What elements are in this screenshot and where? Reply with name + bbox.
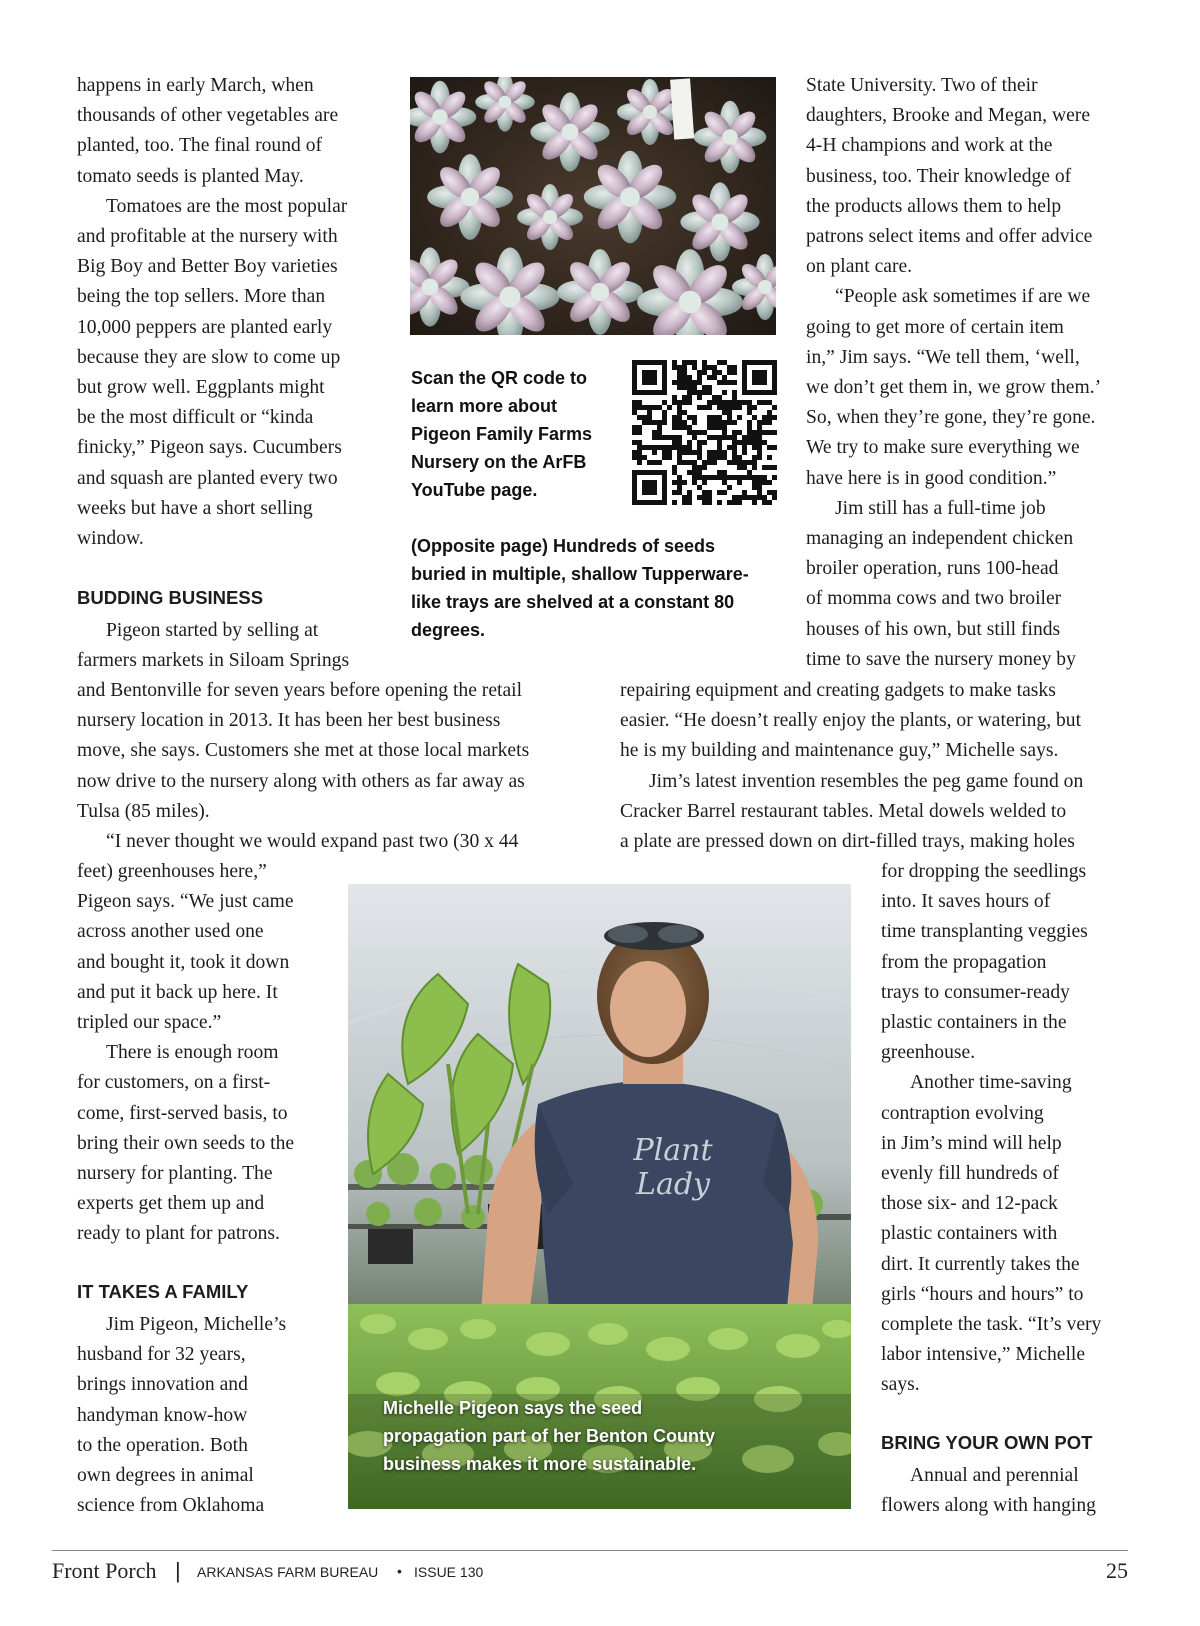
- text-line: ready to plant for patrons.: [77, 1223, 280, 1245]
- publisher-name: ARKANSAS FARM BUREAU: [197, 1564, 379, 1580]
- text-line: managing an independent chicken: [806, 528, 1074, 550]
- text-line: business makes it more sustainable.: [383, 1454, 697, 1474]
- text-line: in,” Jim says. “We tell them, ‘well,: [806, 346, 1080, 368]
- text-line: buried in multiple, shallow Tupperware-: [411, 564, 749, 584]
- text-line: dirt. It currently takes the: [881, 1253, 1080, 1275]
- text-line: like trays are shelved at a constant 80: [411, 592, 735, 612]
- youtube-qr-code-icon[interactable]: [632, 360, 777, 505]
- text-line: There is enough room: [106, 1042, 279, 1064]
- text-line: Jim Pigeon, Michelle’s: [106, 1314, 287, 1335]
- text-line: brings innovation and: [77, 1374, 248, 1396]
- text-line: in Jim’s mind will help: [881, 1132, 1062, 1154]
- text-line: now drive to the nursery along with others as far away as: [77, 770, 525, 792]
- budding-text: [77, 616, 349, 676]
- text-line: time to save the nursery money by: [806, 648, 1076, 670]
- text-line: Cracker Barrel restaurant tables. Metal dowels welded to: [620, 800, 1067, 822]
- text-line: own degrees in animal: [77, 1465, 254, 1487]
- text-line: greenhouse.: [881, 1042, 976, 1064]
- text-line: move, she says. Customers she met at those local markets: [77, 740, 530, 762]
- text-line: and profitable at the nursery with: [77, 226, 338, 248]
- text-line: YouTube page.: [411, 480, 538, 500]
- text-line: So, when they’re gone, they’re gone.: [806, 407, 1096, 429]
- issue-number: ISSUE 130: [414, 1564, 484, 1580]
- text-line: and put it back up here. It: [77, 981, 278, 1003]
- text-line: on plant care.: [806, 256, 913, 278]
- text-line: Tulsa (85 miles).: [77, 800, 210, 822]
- text-line: patrons select items and offer advice: [806, 226, 1093, 248]
- qr-caption: [411, 364, 592, 504]
- text-line: 4-H champions and work at the: [806, 135, 1053, 157]
- text-line: of momma cows and two broiler: [806, 588, 1062, 610]
- text-line: he is my building and maintenance guy,” Michelle says.: [620, 740, 1059, 762]
- text-line: nursery for planting. The: [77, 1163, 273, 1185]
- footer: [52, 1558, 1128, 1594]
- text-line: handyman know-how: [77, 1404, 248, 1426]
- footer-rule: [52, 1550, 1128, 1551]
- text-line: bring their own seeds to the: [77, 1132, 295, 1154]
- text-line: State University. Two of their: [806, 75, 1038, 96]
- text-line: farmers markets in Siloam Springs: [77, 650, 350, 672]
- text-line: for dropping the seedlings: [881, 861, 1087, 882]
- shirt-text-line: Lady: [636, 1167, 710, 1202]
- text-line: planted, too. The final round of: [77, 135, 323, 157]
- left-narrow-text: [77, 857, 294, 1250]
- text-line: science from Oklahoma: [77, 1495, 265, 1517]
- text-line: “I never thought we would expand past two (30 x 44: [106, 831, 519, 853]
- text-line: nursery location in 2013. It has been her best business: [77, 710, 501, 732]
- text-line: Another time-saving: [910, 1072, 1072, 1094]
- text-line: tomato seeds is planted May.: [77, 165, 304, 187]
- text-line: husband for 32 years,: [77, 1344, 246, 1366]
- text-line: across another used one: [77, 921, 264, 943]
- col1-top-text: [77, 71, 347, 554]
- text-line: degrees.: [411, 620, 486, 640]
- text-line: a plate are pressed down on dirt-filled trays, making holes: [620, 831, 1075, 853]
- magazine-name: Front Porch: [52, 1558, 157, 1583]
- text-line: those six- and 12-pack: [881, 1193, 1058, 1215]
- text-line: Annual and perennial: [910, 1465, 1079, 1486]
- text-line: feet) greenhouses here,”: [77, 861, 267, 882]
- text-line: labor intensive,” Michelle: [881, 1344, 1086, 1366]
- text-line: Nursery on the ArFB: [411, 452, 587, 472]
- section-heading-it-takes-a-family: IT TAKES A FAMILY: [77, 1281, 249, 1302]
- text-line: because they are slow to come up: [77, 346, 341, 368]
- col3-top-text: [806, 71, 1101, 675]
- text-line: Jim’s latest invention resembles the peg game found on: [649, 770, 1084, 792]
- text-line: Jim still has a full-time job: [835, 497, 1046, 519]
- succulents-photo: [410, 77, 776, 335]
- text-line: window.: [77, 528, 144, 550]
- text-line: We try to make sure everything we: [806, 437, 1080, 459]
- text-line: be the most difficult or “kinda: [77, 407, 314, 429]
- text-line: propagation part of her Benton County: [383, 1426, 715, 1446]
- text-line: 10,000 peppers are planted early: [77, 316, 333, 338]
- text-line: business, too. Their knowledge of: [806, 165, 1072, 187]
- text-line: repairing equipment and creating gadgets to make tasks: [620, 680, 1056, 701]
- text-line: to the operation. Both: [77, 1434, 248, 1456]
- text-line: trays to consumer-ready: [881, 981, 1070, 1003]
- text-line: experts get them up and: [77, 1193, 265, 1215]
- text-line: Pigeon Family Farms: [411, 424, 593, 444]
- shirt-text-line: Plant: [633, 1133, 713, 1168]
- text-line: being the top sellers. More than: [77, 286, 326, 308]
- text-line: daughters, Brooke and Megan, were: [806, 105, 1091, 127]
- pot-text: [881, 1461, 1096, 1521]
- family-text: [77, 1310, 286, 1521]
- text-line: but grow well. Eggplants might: [77, 377, 325, 399]
- text-line: finicky,” Pigeon says. Cucumbers: [77, 437, 342, 459]
- text-line: plastic containers in the: [881, 1012, 1067, 1034]
- section-heading-budding-business: BUDDING BUSINESS: [77, 587, 264, 608]
- text-line: learn more about: [411, 396, 558, 416]
- right-wide-text: [620, 676, 1083, 857]
- text-line: houses of his own, but still finds: [806, 618, 1061, 640]
- text-line: (Opposite page) Hundreds of seeds: [411, 536, 716, 556]
- section-heading-bring-your-own-pot: BRING YOUR OWN POT: [881, 1432, 1093, 1453]
- text-line: have here is in good condition.”: [806, 467, 1057, 489]
- michelle-pigeon-photo: [348, 884, 851, 1509]
- text-line: easier. “He doesn’t really enjoy the plants, or watering, but: [620, 710, 1082, 732]
- text-line: going to get more of certain item: [806, 316, 1064, 338]
- text-line: “People ask sometimes if are we: [835, 286, 1091, 308]
- text-line: complete the task. “It’s very: [881, 1314, 1102, 1336]
- text-line: tripled our space.”: [77, 1012, 222, 1034]
- text-line: evenly fill hundreds of: [881, 1163, 1059, 1185]
- text-line: Pigeon started by selling at: [106, 620, 319, 641]
- text-line: Michelle Pigeon says the seed: [383, 1398, 643, 1418]
- text-line: and squash are planted every two: [77, 467, 338, 489]
- footer-separator: |: [175, 1558, 181, 1583]
- text-line: we don’t get them in, we grow them.’: [806, 377, 1102, 399]
- text-line: the products allows them to help: [806, 195, 1062, 217]
- text-line: Pigeon says. “We just came: [77, 891, 294, 913]
- text-line: Scan the QR code to: [411, 368, 588, 388]
- left-wide-text: [77, 676, 529, 857]
- text-line: broiler operation, runs 100-head: [806, 558, 1059, 580]
- text-line: contraption evolving: [881, 1102, 1044, 1124]
- text-line: plastic containers with: [881, 1223, 1058, 1245]
- text-line: and bought it, took it down: [77, 951, 290, 973]
- photo-caption: [383, 1394, 715, 1478]
- page-number: 25: [1106, 1558, 1128, 1583]
- text-line: time transplanting veggies: [881, 921, 1088, 943]
- right-narrow-text: [881, 857, 1101, 1401]
- text-line: says.: [881, 1374, 920, 1396]
- qr-modules: [632, 360, 777, 505]
- text-line: for customers, on a first-: [77, 1072, 271, 1094]
- text-line: weeks but have a short selling: [77, 497, 313, 519]
- text-line: happens in early March, when: [77, 75, 314, 96]
- text-line: and Bentonville for seven years before opening the retail: [77, 680, 523, 701]
- text-line: from the propagation: [881, 951, 1047, 973]
- text-line: flowers along with hanging: [881, 1495, 1096, 1517]
- opposite-page-caption: [411, 532, 749, 644]
- text-line: thousands of other vegetables are: [77, 105, 339, 127]
- footer-bullet: •: [397, 1563, 402, 1579]
- text-line: Tomatoes are the most popular: [106, 195, 348, 217]
- text-line: come, first-served basis, to: [77, 1102, 288, 1124]
- text-line: girls “hours and hours” to: [881, 1283, 1084, 1305]
- text-line: into. It saves hours of: [881, 891, 1051, 913]
- shirt-lettering: [618, 1134, 728, 1202]
- text-line: Big Boy and Better Boy varieties: [77, 256, 338, 278]
